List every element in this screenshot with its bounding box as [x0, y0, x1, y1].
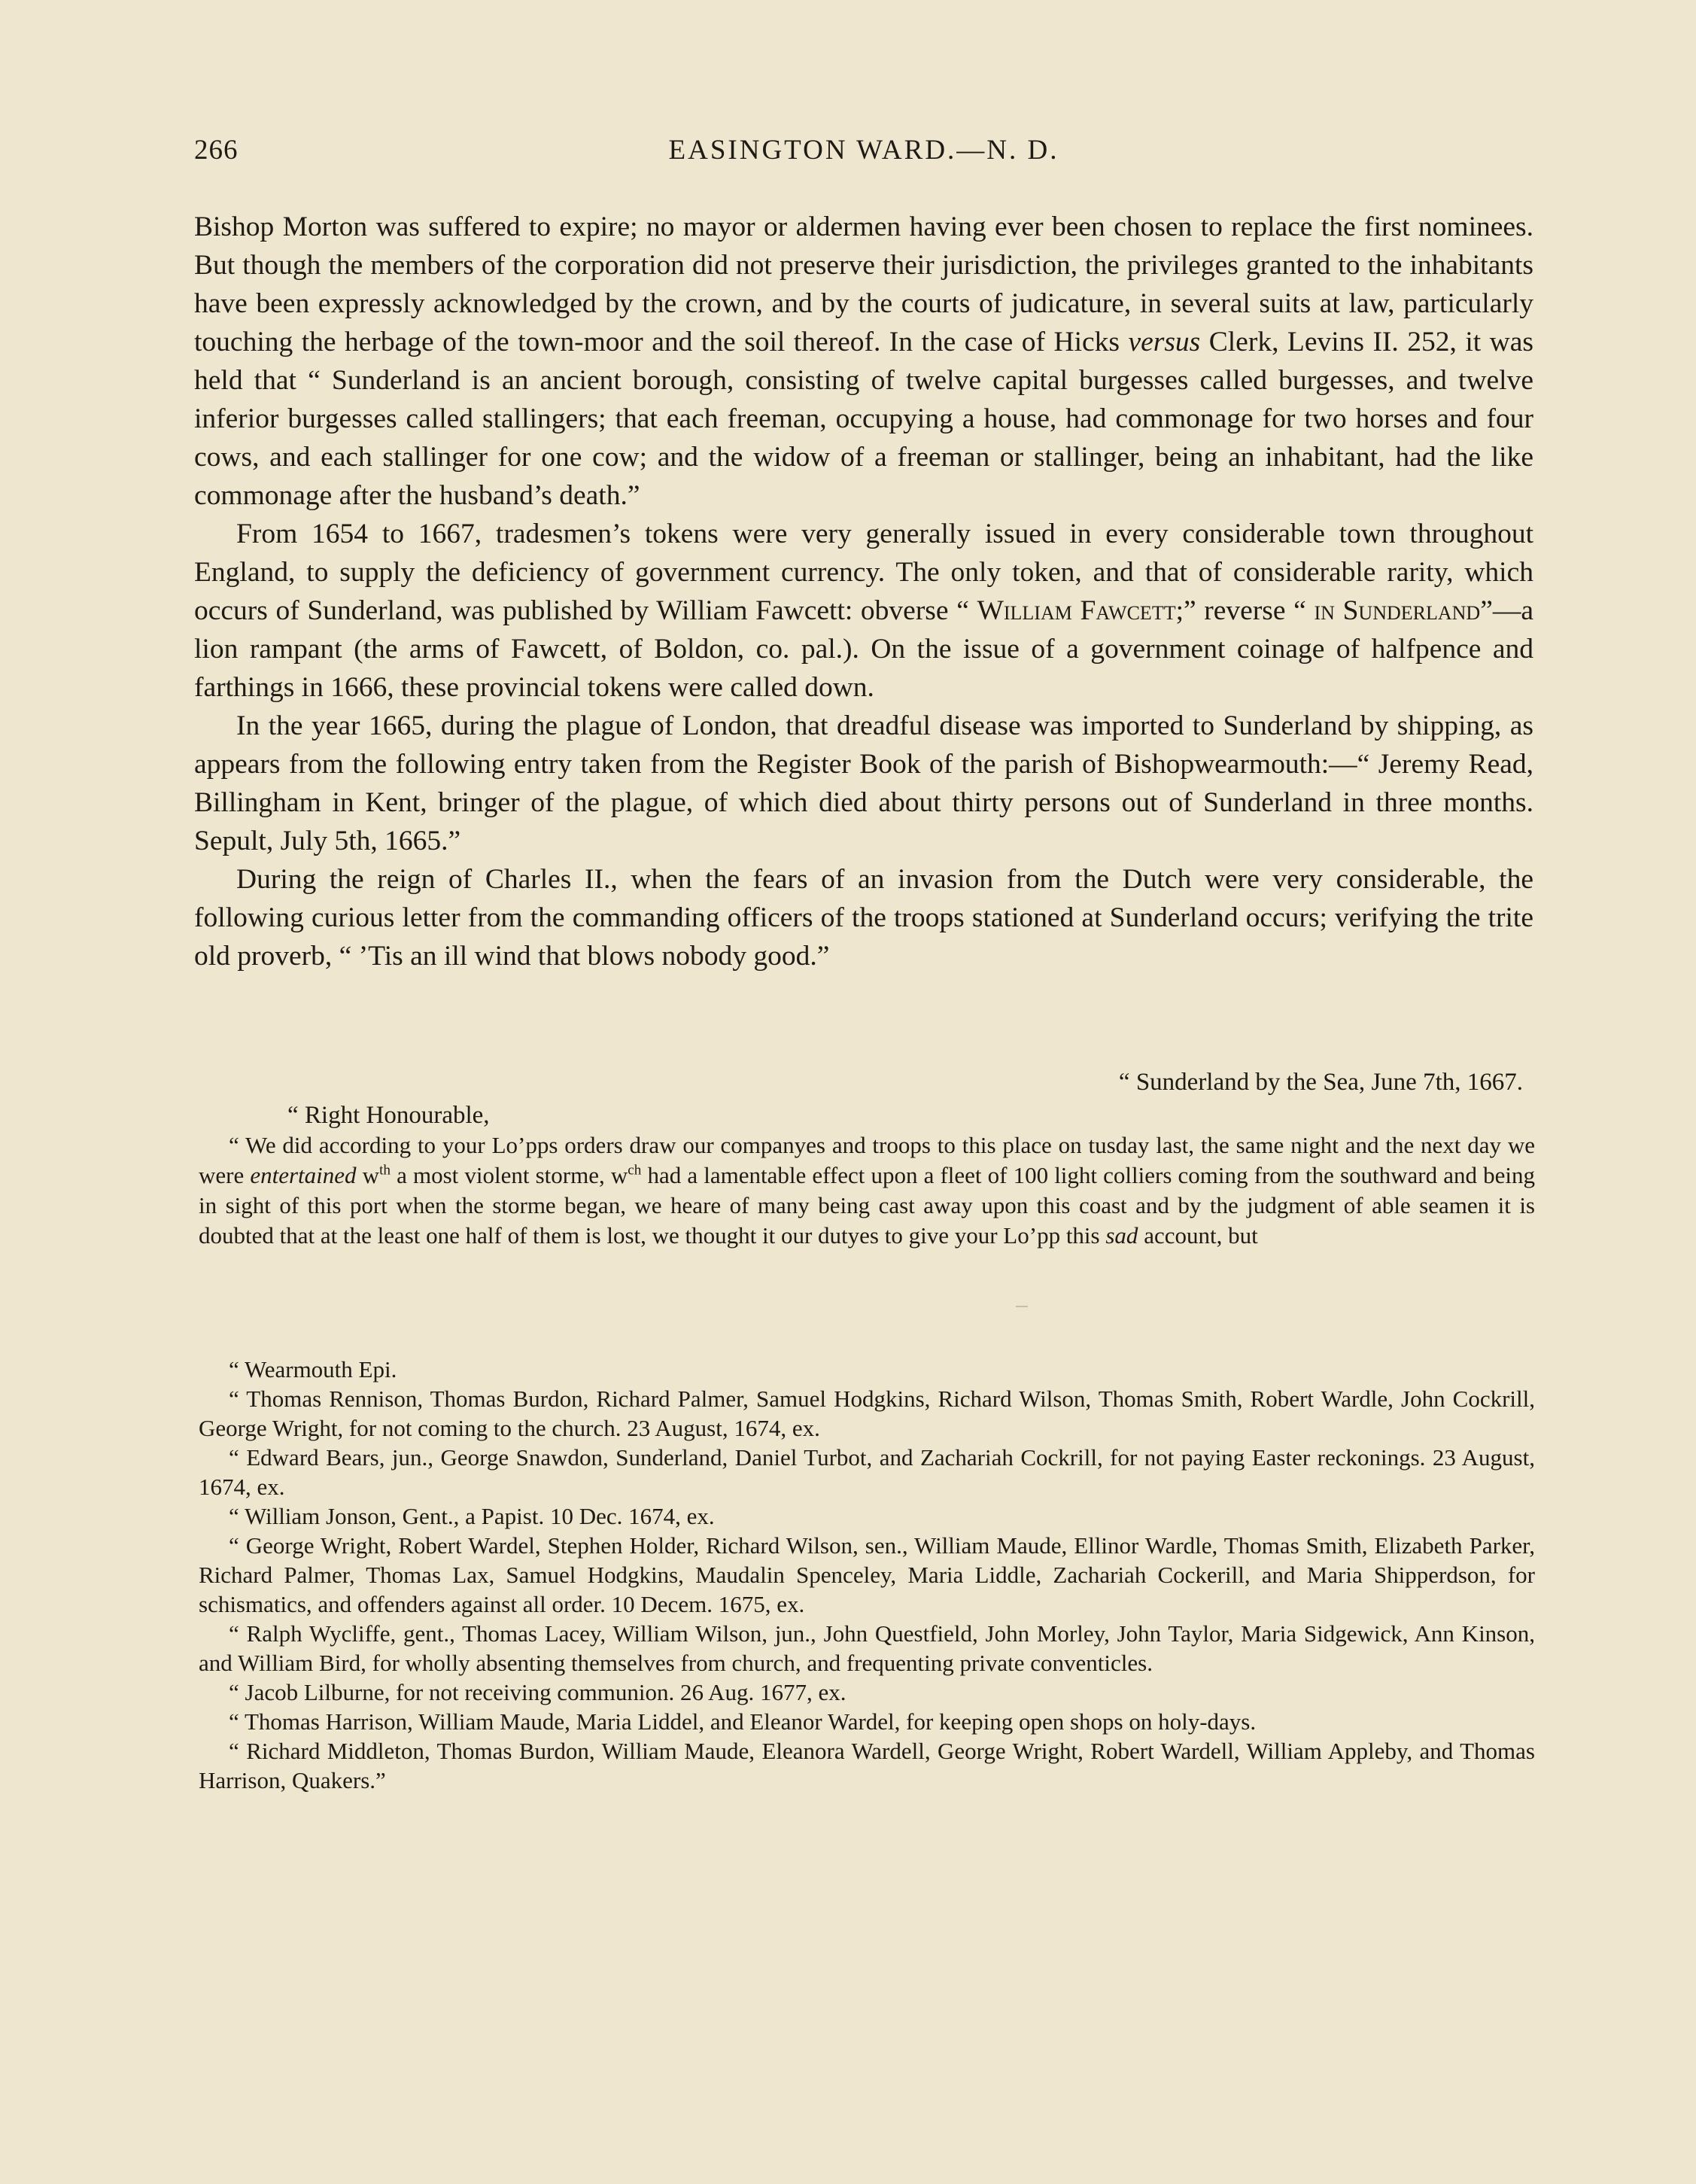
letter-text-4: had a lamentable effect upon a fleet of 100 light colliers coming from the southward and being in sight of this port when the storme began, we heare of many being cast away upon this coast and by the judgment of able seamen it is doubted that at the least one half of them is lost, we thought it our dutyes to give your Lo’pp this: [199, 1162, 1535, 1249]
list-item: “ Jacob Lilburne, for not receiving communion. 26 Aug. 1677, ex.: [229, 1679, 846, 1705]
paragraph-1-text: Bishop Morton was suffered to expire; no mayor or aldermen having ever been chosen to replace the first nominees. But though the members of the corporation did not preserve their jurisdiction, the privileges granted to the inhabitants have been expressly acknowledged by the crown, and by the courts of judicature, in several suits at law, particularly touching the herbage of the town-moor and the soil thereof. In the case of Hicks: [194, 211, 1533, 357]
superscript-ch: ch: [628, 1162, 642, 1179]
list-item: “ Richard Middleton, Thomas Burdon, William Maude, Eleanora Wardell, George Wright, Robert Wardell, William Appleby, and Thomas Harrison, Quakers.”: [199, 1738, 1535, 1793]
token-obverse: William Fawcett: [977, 595, 1176, 626]
section-divider: [1016, 1306, 1028, 1307]
paragraph-2-end: ”—a lion rampant (the arms of Fawcett, of Boldon, co. pal.). On the issue of a government coinage of halfpence and farthings in 1666, these provincial tokens were called down.: [194, 595, 1533, 703]
body-text: [194, 208, 1533, 975]
letter-body: [199, 1130, 1535, 1251]
letter-text-2: w: [356, 1162, 380, 1188]
italic-versus: versus: [1128, 327, 1201, 357]
paragraph-3: In the year 1665, during the plague of London, that dreadful disease was imported to Sunderland by shipping, as appears from the following entry taken from the Register Book of the parish of Bishopwearmouth:—“ Jeremy Read, Billingham in Kent, bringer of the plague, of which died about thirty persons out of Sunderland in three months. Sepult, July 5th, 1665.”: [194, 710, 1533, 856]
presentment-list: [199, 1355, 1535, 1795]
letter-dateline: “ Sunderland by the Sea, June 7th, 1667.: [1118, 1069, 1523, 1096]
list-item: “ Wearmouth Epi.: [229, 1356, 397, 1382]
paragraph-2-mid: ;” reverse “: [1175, 595, 1315, 626]
running-header: [194, 134, 1533, 179]
italic-sad: sad: [1105, 1222, 1138, 1249]
letter-text-5: account, but: [1138, 1222, 1258, 1249]
list-item: “ Ralph Wycliffe, gent., Thomas Lacey, William Wilson, jun., John Questfield, John Morley, John Taylor, Maria Sidgewick, Ann Kinson, and William Bird, for wholly absenting themselves from church, and frequenting private conventicles.: [199, 1620, 1535, 1676]
quoted-letter: [199, 1067, 1535, 1251]
paragraph-2-start: From 1654 to 1667, tradesmen’s tokens were very generally issued in every considerable town throughout England, to supply the deficiency of government currency. The only token, and that of considerable rarity, which occurs of Sunderland, was published by William Fawcett: obverse “: [194, 519, 1533, 626]
page-number: 266: [194, 135, 239, 166]
paragraph-1-rest: Clerk, Levins II. 252, it was held that “ Sunderland is an ancient borough, consisting of twelve capital burgesses called burgesses, and twelve inferior burgesses called stallingers; that each freeman, occupying a house, had commonage for two horses and four cows, and each stallinger for one cow; and the widow of a freeman or stallinger, being an inhabitant, had the like commonage after the husband’s death.”: [194, 327, 1533, 511]
list-item: “ George Wright, Robert Wardel, Stephen Holder, Richard Wilson, sen., William Maude, Ellinor Wardle, Thomas Smith, Elizabeth Parker, Richard Palmer, Thomas Lax, Samuel Hodgkins, Maudalin Spenceley, Maria Liddle, Zachariah Cockerill, and Maria Shipperdson, for schismatics, and offenders against all order. 10 Decem. 1675, ex.: [199, 1532, 1535, 1617]
list-item: “ William Jonson, Gent., a Papist. 10 Dec. 1674, ex.: [229, 1503, 715, 1529]
superscript-th: th: [379, 1162, 391, 1179]
letter-text-1: “ We did according to your Lo’pps orders draw our companyes and troops to this place on tusday last, the same night and the next day we were: [199, 1132, 1535, 1188]
letter-salutation: “ Right Honourable,: [287, 1102, 490, 1129]
running-title: EASINGTON WARD.—N. D.: [668, 135, 1059, 166]
list-item: “ Edward Bears, jun., George Snawdon, Sunderland, Daniel Turbot, and Zachariah Cockrill, for not paying Easter reckonings. 23 August, 1674, ex.: [199, 1444, 1535, 1500]
paragraph-1: [194, 208, 1533, 515]
letter-text-3: a most violent storme, w: [391, 1162, 628, 1188]
paragraph-4: During the reign of Charles II., when the fears of an invasion from the Dutch were very considerable, the following curious letter from the commanding officers of the troops stationed at Sunderland occurs; verifying the trite old proverb, “ ’Tis an ill wind that blows nobody good.”: [194, 864, 1533, 972]
paragraph-2: [194, 515, 1533, 707]
token-reverse: in Sunderland: [1314, 595, 1481, 626]
list-item: “ Thomas Harrison, William Maude, Maria Liddel, and Eleanor Wardel, for keeping open shops on holy-days.: [229, 1708, 1257, 1735]
list-item: “ Thomas Rennison, Thomas Burdon, Richard Palmer, Samuel Hodgkins, Richard Wilson, Thomas Smith, Robert Wardle, John Cockrill, George Wright, for not coming to the church. 23 August, 1674, ex.: [199, 1386, 1535, 1441]
italic-entertained: entertained: [250, 1162, 357, 1188]
